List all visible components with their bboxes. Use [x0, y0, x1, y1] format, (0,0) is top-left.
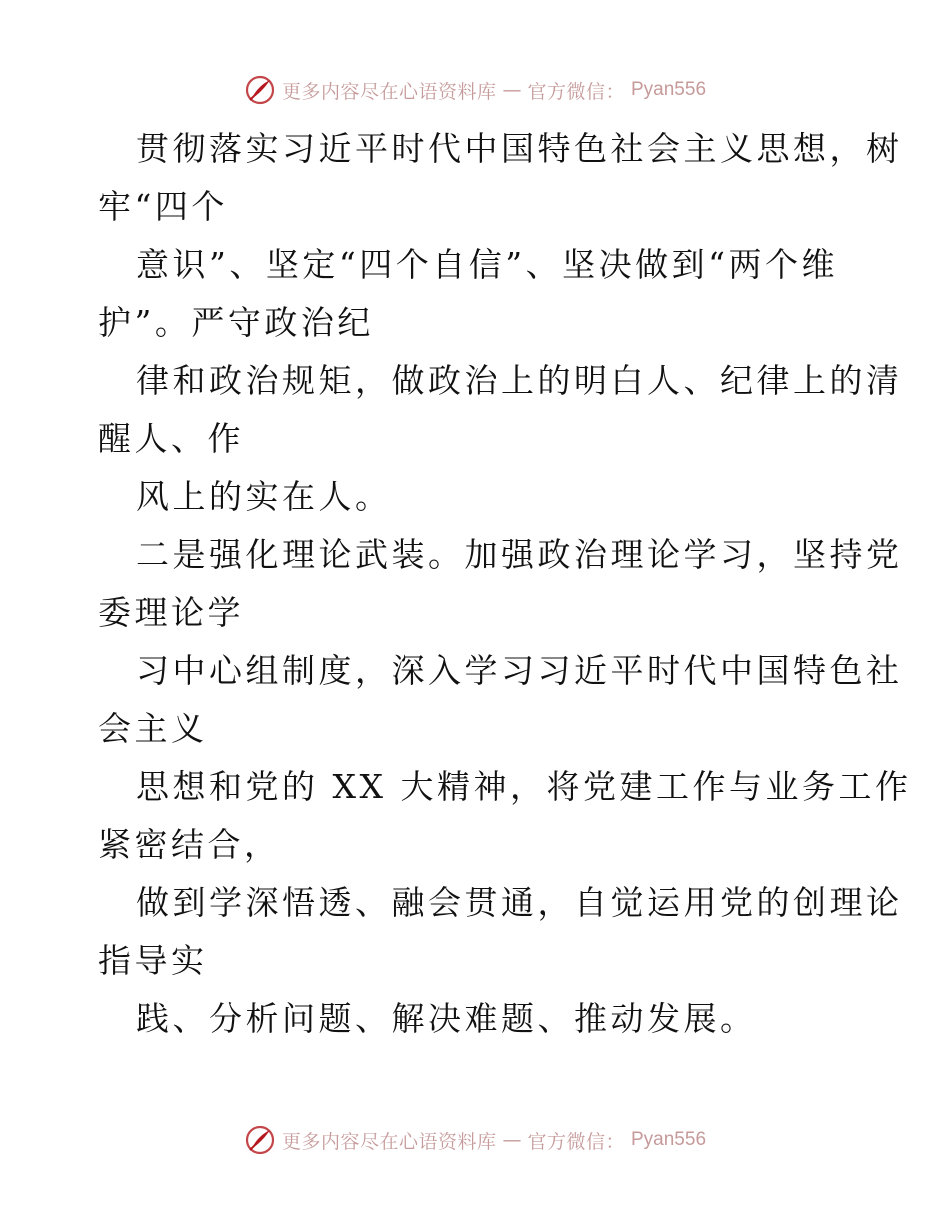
text-line: 习中心组制度，深入学习习近平时代中国特色社 [136, 651, 903, 690]
text-line: 指导实 [98, 941, 208, 980]
header-watermark [0, 70, 950, 110]
text-line: 紧密结合， [98, 825, 281, 864]
text-line: 会主义 [98, 709, 208, 748]
watermark-text: 更多内容尽在心语资料库 [281, 80, 497, 103]
text-line: 践、分析问题、解决难题、推动发展。 [136, 999, 757, 1038]
text-line: 做到学深悟透、融会贯通，自觉运用党的创理论 [136, 883, 903, 922]
watermark-official-label: 官方微信： [527, 80, 625, 103]
text-line: 风上的实在人。 [136, 477, 392, 516]
text-line: 思想和党的 XX 大精神，将党建工作与业务工作 [136, 767, 912, 806]
text-line: 护”。严守政治纪 [98, 303, 374, 342]
quill-logo-icon [244, 1124, 276, 1156]
text-line: 贯彻落实习近平时代中国特色社会主义思想，树 [136, 129, 903, 168]
text-line: 委理论学 [98, 593, 244, 632]
watermark-dash: — [502, 79, 522, 101]
text-line: 二是强化理论武装。加强政治理论学习，坚持党 [136, 535, 903, 574]
watermark-wechat-id: Pyan556 [631, 1129, 707, 1150]
watermark-group [244, 1124, 706, 1156]
text-line: 醒人、作 [98, 419, 244, 458]
watermark-dash: — [502, 1129, 522, 1151]
quill-logo-icon [244, 74, 276, 106]
text-line: 牢“四个 [98, 187, 228, 226]
watermark-wechat-id: Pyan556 [631, 79, 707, 100]
watermark-group [244, 74, 706, 106]
body-text [98, 120, 912, 1048]
text-line: 律和政治规矩，做政治上的明白人、纪律上的清 [136, 361, 903, 400]
watermark-official-label: 官方微信： [527, 1130, 625, 1153]
text-line: 意识”、坚定“四个自信”、坚决做到“两个维 [136, 245, 838, 284]
footer-watermark [0, 1120, 950, 1160]
watermark-text: 更多内容尽在心语资料库 [281, 1130, 497, 1153]
